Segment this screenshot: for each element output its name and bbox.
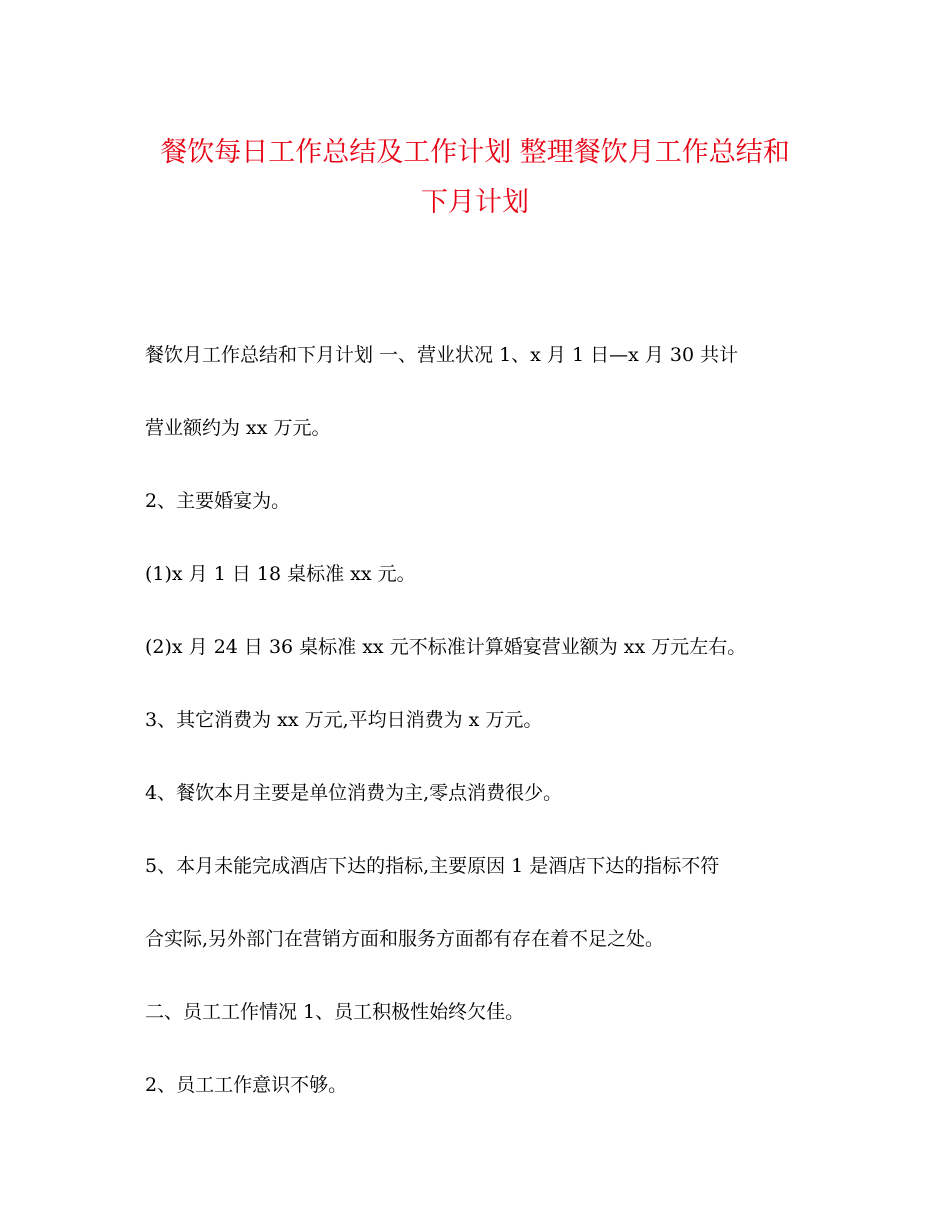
paragraph-line: 4、餐饮本月主要是单位消费为主,零点消费很少。 xyxy=(145,782,563,804)
document-title xyxy=(130,128,820,228)
document-body xyxy=(145,340,805,1143)
paragraph-line: 合实际,另外部门在营销方面和服务方面都有存在着不足之处。 xyxy=(145,928,665,950)
paragraph-line: 3、其它消费为 xx 万元,平均日消费为 x 万元。 xyxy=(145,709,543,731)
title-line-2: 下月计划 xyxy=(421,187,529,218)
paragraph-line: 5、本月未能完成酒店下达的指标,主要原因 1 是酒店下达的指标不符 xyxy=(145,855,720,877)
title-line-1: 餐饮每日工作总结及工作计划 整理餐饮月工作总结和 xyxy=(160,137,790,168)
paragraph-line: 营业额约为 xx 万元。 xyxy=(145,417,331,439)
paragraph-line: 2、主要婚宴为。 xyxy=(145,490,291,512)
paragraph-line: 餐饮月工作总结和下月计划 一、营业状况 1、x 月 1 日—x 月 30 共计 xyxy=(145,344,739,366)
paragraph-line: 2、员工工作意识不够。 xyxy=(145,1074,348,1096)
paragraph-line: 二、员工工作情况 1、员工积极性始终欠佳。 xyxy=(145,1001,525,1023)
paragraph-line: (1)x 月 1 日 18 桌标准 xx 元。 xyxy=(145,563,416,585)
paragraph-line: (2)x 月 24 日 36 桌标准 xx 元不标准计算婚宴营业额为 xx 万元左右。 xyxy=(145,636,747,658)
